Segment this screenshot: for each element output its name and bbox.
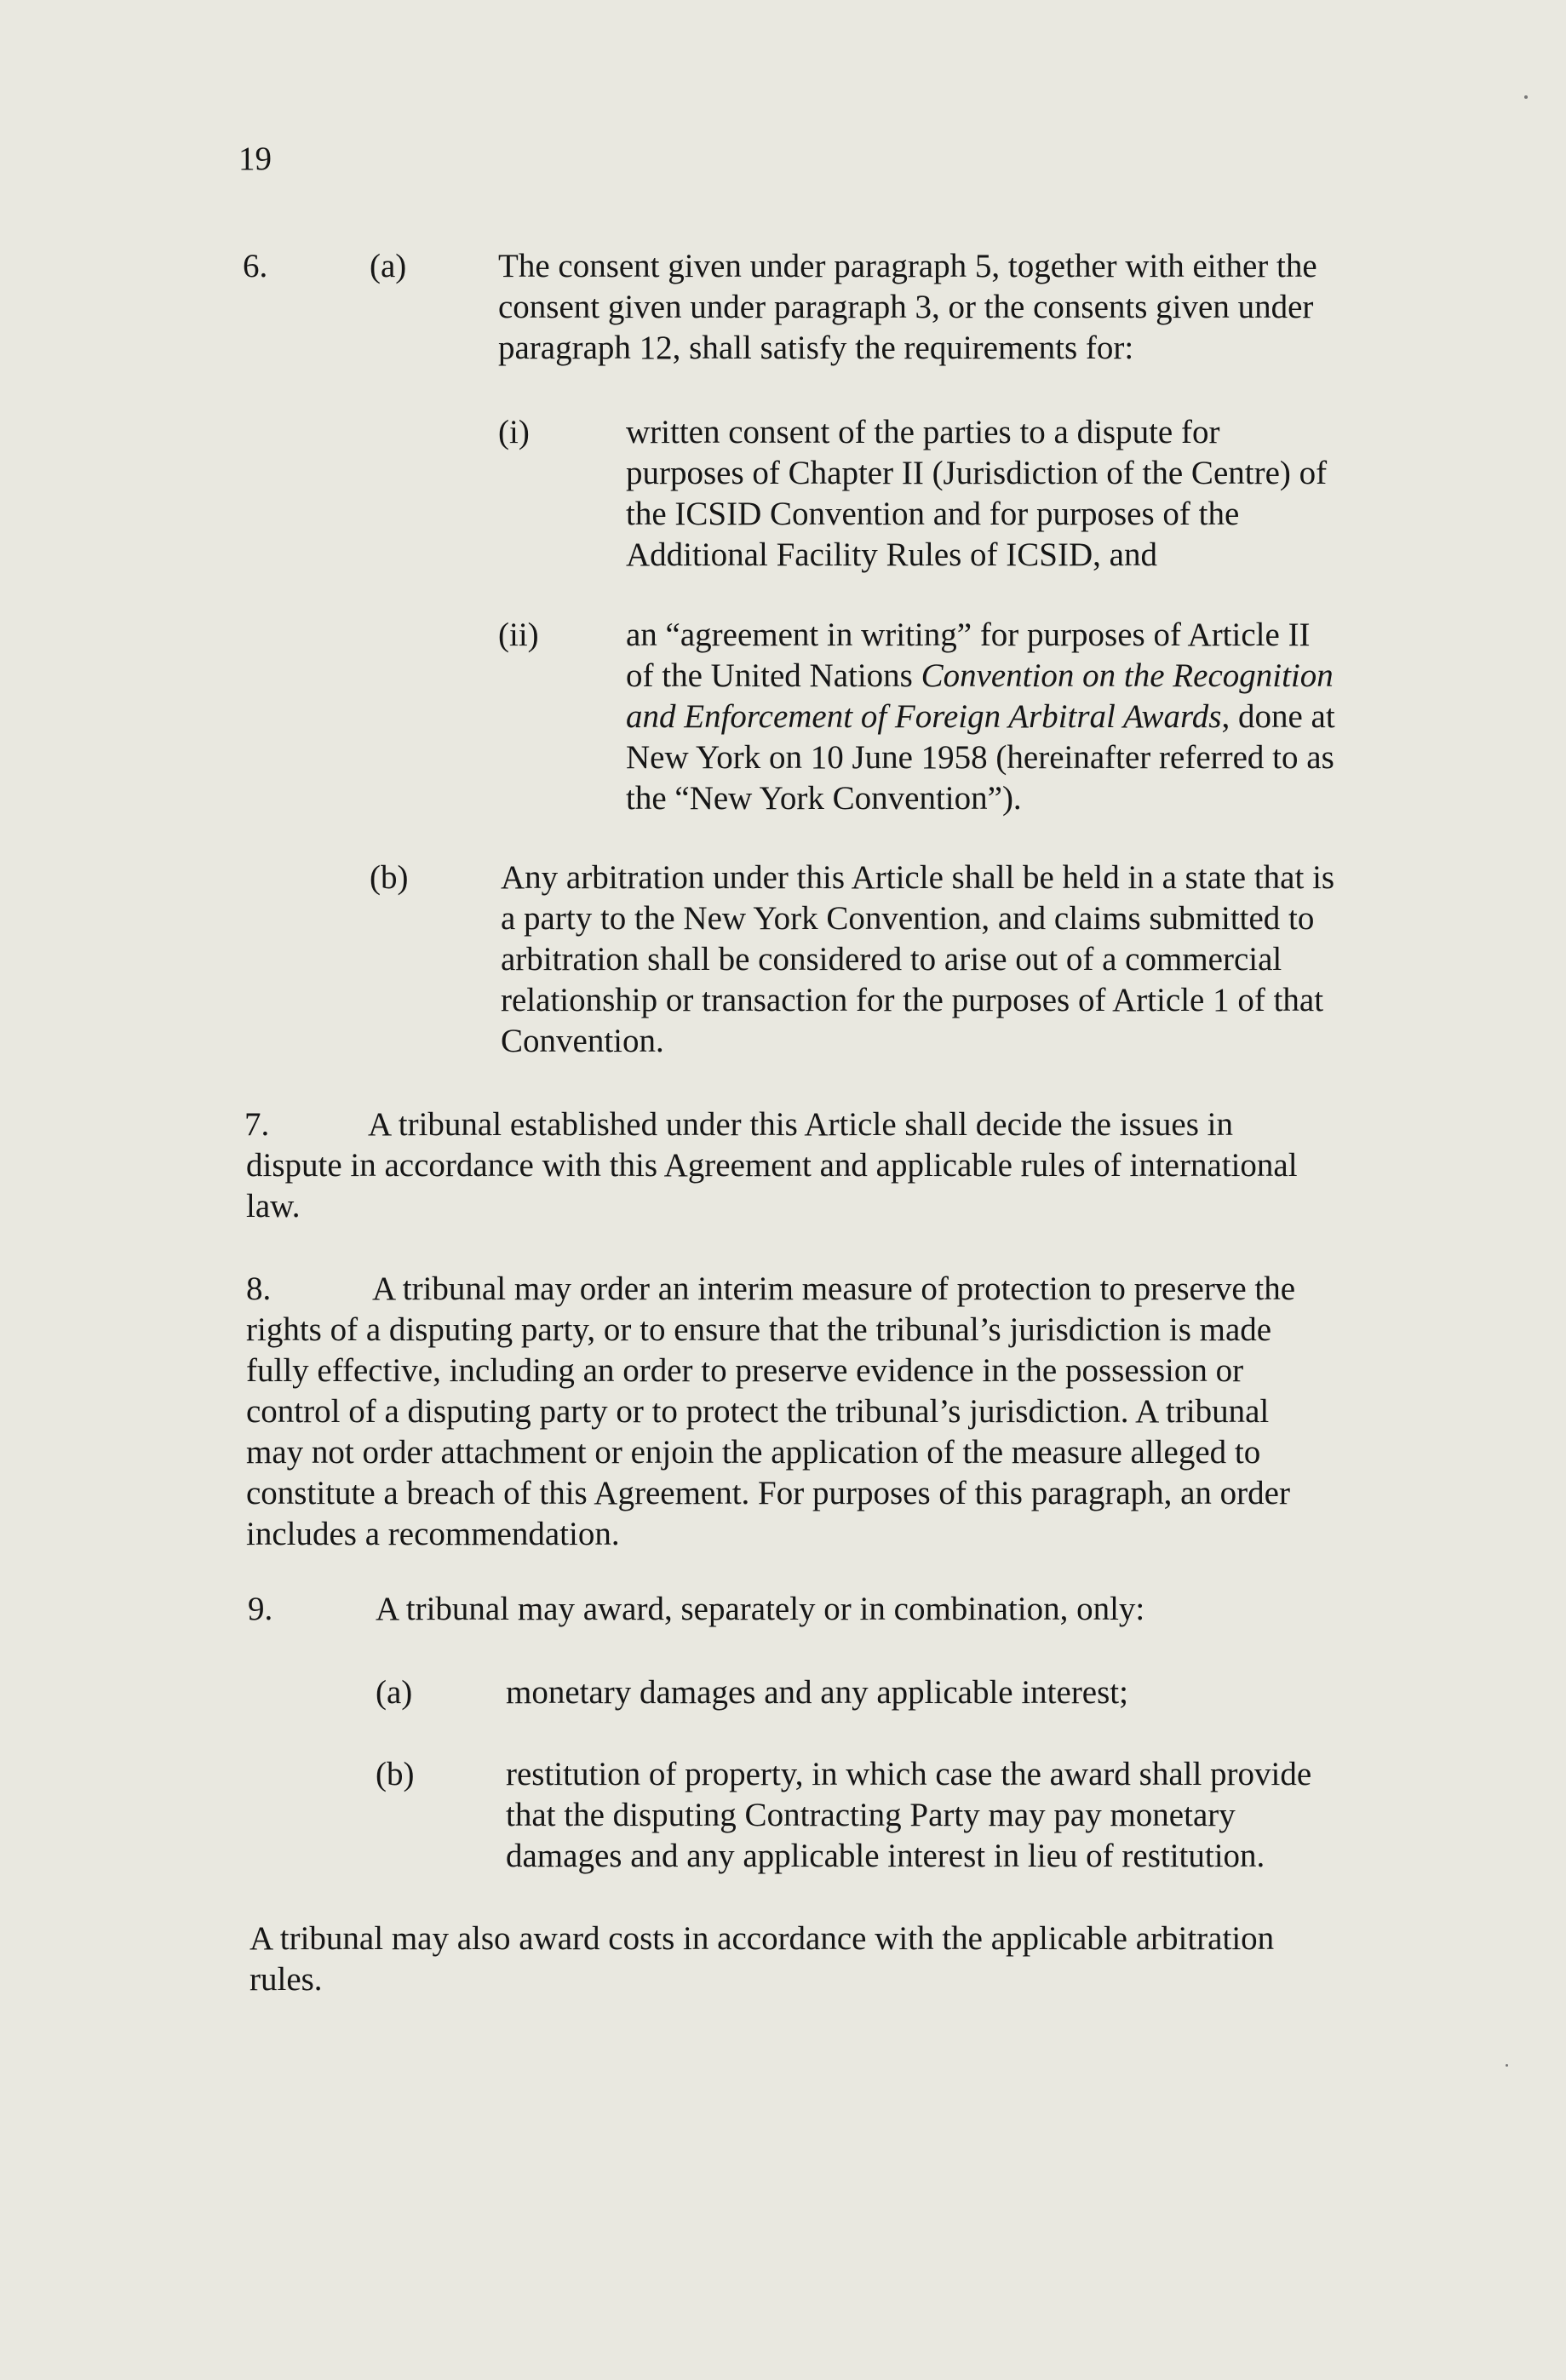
para9-b-line: damages and any applicable interest in lieu of restitution. bbox=[506, 1838, 1265, 1874]
para6-b-text bbox=[501, 857, 1334, 1062]
para9-number: 9. bbox=[248, 1591, 273, 1627]
para8-line: constitute a breach of this Agreement. For purposes of this paragraph, an order bbox=[246, 1475, 1290, 1511]
scan-speck bbox=[1506, 2064, 1508, 2067]
para6-a-ii-line: New York on 10 June 1958 (hereinafter referred to as bbox=[626, 739, 1334, 776]
para6-a-line: The consent given under paragraph 5, together with either the bbox=[498, 248, 1317, 284]
para7-line: law. bbox=[246, 1188, 301, 1224]
para6-a-text bbox=[498, 246, 1317, 369]
para6-a-ii-line bbox=[626, 656, 1335, 697]
para9-b-line: restitution of property, in which case the award shall provide bbox=[506, 1756, 1312, 1792]
para6-a-ii-line2-roman: of the United Nations bbox=[626, 657, 921, 694]
closing-line: rules. bbox=[250, 1961, 323, 1998]
para8-text bbox=[246, 1310, 1290, 1555]
page-number: 19 bbox=[238, 141, 272, 177]
para6-a-i-line: purposes of Chapter II (Jurisdiction of the Centre) of bbox=[626, 455, 1328, 491]
para6-a-i-label: (i) bbox=[498, 414, 530, 450]
convention-title-italic: Convention on the Recognition bbox=[921, 657, 1334, 694]
para6-a-i-line: written consent of the parties to a dispute for bbox=[626, 414, 1220, 450]
para7-number: 7. bbox=[244, 1106, 270, 1143]
para8-line: includes a recommendation. bbox=[246, 1516, 620, 1552]
para8-line: fully effective, including an order to preserve evidence in the possession or bbox=[246, 1352, 1244, 1389]
para9-b-label: (b) bbox=[376, 1756, 415, 1792]
para6-b-line: arbitration shall be considered to arise out of a commercial bbox=[501, 941, 1282, 978]
para7-line: dispute in accordance with this Agreement and applicable rules of international bbox=[246, 1147, 1298, 1184]
para9-b-line: that the disputing Contracting Party may pay monetary bbox=[506, 1797, 1236, 1833]
para6-a-line: paragraph 12, shall satisfy the requirements for: bbox=[498, 330, 1134, 366]
para6-number: 6. bbox=[243, 248, 268, 284]
scan-speck bbox=[1524, 95, 1528, 99]
para8-first-line: A tribunal may order an interim measure of protection to preserve the bbox=[372, 1270, 1296, 1307]
para6-a-i-line: the ICSID Convention and for purposes of the bbox=[626, 496, 1240, 532]
para7-text bbox=[246, 1145, 1298, 1227]
closing-paragraph bbox=[250, 1918, 1274, 2000]
para6-a-ii-line: the “New York Convention”). bbox=[626, 780, 1022, 817]
convention-title-italic: and Enforcement of Foreign Arbitral Awards bbox=[626, 698, 1222, 735]
para6-a-ii-line: an “agreement in writing” for purposes of Article II bbox=[626, 617, 1311, 653]
para6-b-line: Any arbitration under this Article shall be held in a state that is bbox=[501, 859, 1335, 896]
para6-a-ii-text bbox=[626, 615, 1335, 819]
para6-a-label: (a) bbox=[370, 248, 407, 284]
para6-a-ii-label: (ii) bbox=[498, 617, 539, 653]
para6-a-ii-line bbox=[626, 697, 1335, 737]
para6-b-line: a party to the New York Convention, and claims submitted to bbox=[501, 900, 1315, 937]
para8-number: 8. bbox=[246, 1270, 272, 1307]
para6-a-ii-line3-roman: , done at bbox=[1221, 698, 1335, 735]
para9-a-text: monetary damages and any applicable interest; bbox=[506, 1674, 1128, 1711]
para6-a-i-text bbox=[626, 412, 1327, 576]
para7-first-line: A tribunal established under this Article shall decide the issues in bbox=[368, 1106, 1233, 1143]
para9-b-text bbox=[506, 1754, 1311, 1877]
para8-line: may not order attachment or enjoin the application of the measure alleged to bbox=[246, 1434, 1261, 1471]
para9-first-line: A tribunal may award, separately or in combination, only: bbox=[376, 1591, 1145, 1627]
para6-b-label: (b) bbox=[370, 859, 409, 896]
para9-a-label: (a) bbox=[376, 1674, 413, 1711]
para6-b-line: Convention. bbox=[501, 1023, 664, 1059]
para6-b-line: relationship or transaction for the purposes of Article 1 of that bbox=[501, 982, 1324, 1018]
para6-a-i-line: Additional Facility Rules of ICSID, and bbox=[626, 536, 1157, 573]
para6-a-line: consent given under paragraph 3, or the consents given under bbox=[498, 289, 1314, 325]
closing-line: A tribunal may also award costs in accordance with the applicable arbitration bbox=[250, 1920, 1275, 1957]
para8-line: control of a disputing party or to protect the tribunal’s jurisdiction. A tribunal bbox=[246, 1393, 1270, 1430]
para8-line: rights of a disputing party, or to ensure that the tribunal’s jurisdiction is made bbox=[246, 1311, 1272, 1348]
